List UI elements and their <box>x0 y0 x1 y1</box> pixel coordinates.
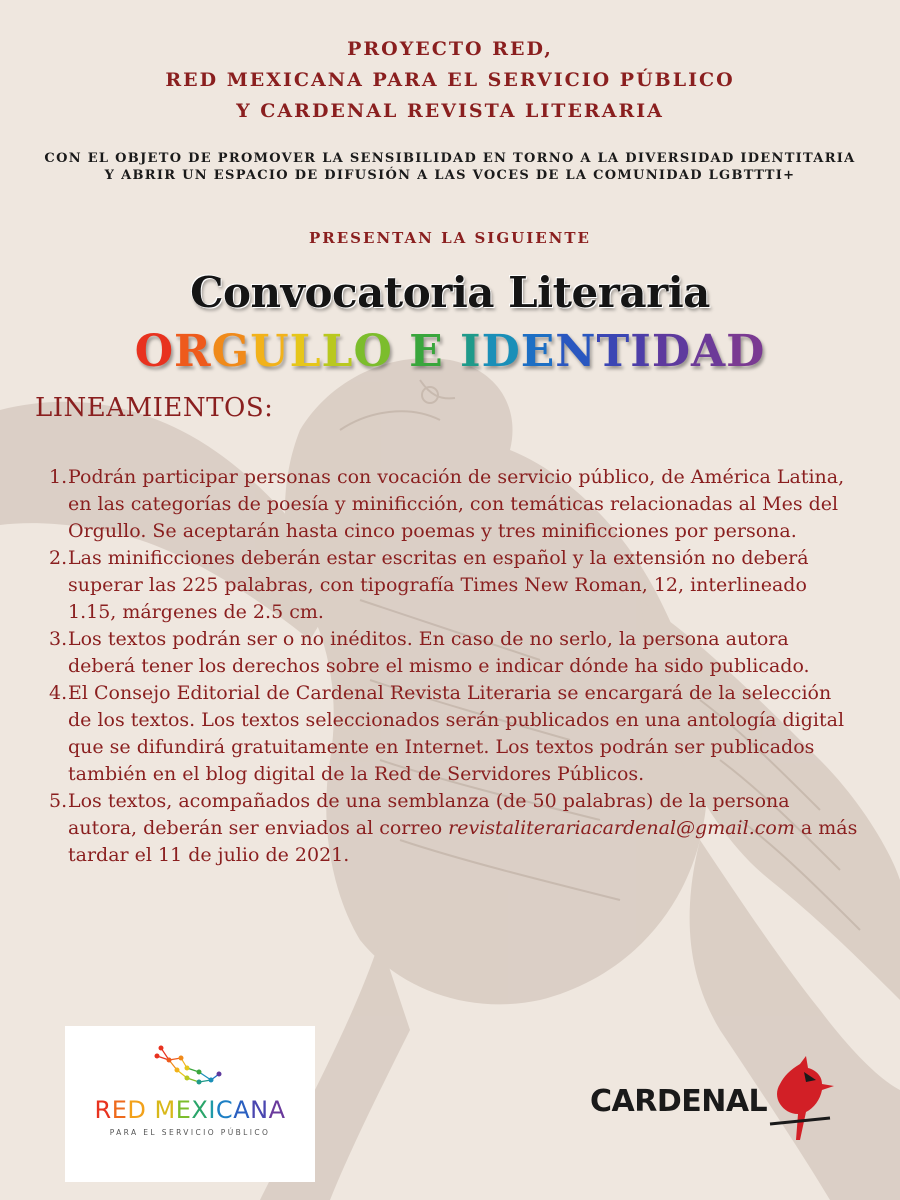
pride-subtitle-letter <box>444 326 460 377</box>
pride-subtitle-letter: L <box>289 326 322 377</box>
pride-subtitle-letter: O <box>353 326 393 377</box>
guideline-item <box>34 680 860 788</box>
red-mexicana-letter: E <box>175 1096 192 1124</box>
pride-subtitle-letter: N <box>555 326 597 377</box>
presentan-label: PRESENTAN LA SIGUIENTE <box>309 229 591 247</box>
guideline-number: 1. <box>49 466 68 488</box>
red-mexicana-letter: A <box>268 1096 286 1124</box>
red-mexicana-letter: A <box>233 1096 251 1124</box>
guidelines-list <box>34 464 860 869</box>
guideline-number: 4. <box>49 682 68 704</box>
guideline-text: Los textos podrán ser o no inéditos. En caso de no serlo, la persona autora deberá tener los derechos sobre el mismo e indicar dónde ha sido publicado. <box>68 628 810 677</box>
guideline-text: Los textos, acompañados de una semblanza (de 50 palabras) de la persona autora, deberán ser enviados al correo <box>68 790 790 839</box>
guidelines-title: LINEAMIENTOS: <box>35 393 274 423</box>
pride-subtitle-letter: I <box>630 326 652 377</box>
cardenal-logo-text: CARDENAL <box>590 1084 768 1119</box>
pride-subtitle-letter: U <box>250 326 290 377</box>
guideline-text: El Consejo Editorial de Cardenal Revista Literaria se encargará de la selección de los textos. Los textos seleccionados serán publicados en una antología digital que se difundirá gratuitamente en Internet. Los textos podrán ser publicados también en el blog digital de la Red de Servidores Públicos. <box>68 682 845 785</box>
guideline-number: 5. <box>49 790 68 812</box>
organizer-line: Y CARDENAL REVISTA LITERARIA <box>236 100 664 122</box>
pride-subtitle-letter: R <box>174 326 212 377</box>
guideline-number: 2. <box>49 547 68 569</box>
guideline-item <box>34 545 860 626</box>
pride-subtitle <box>0 326 900 377</box>
pride-subtitle-letter: T <box>596 326 631 377</box>
guideline-item <box>34 464 860 545</box>
red-mexicana-name <box>65 1096 315 1124</box>
guideline-text: Podrán participar personas con vocación de servicio público, de América Latina, en las categorías de poesía y minificción, con temáticas relacionadas al Mes del Orgullo. Se aceptarán hasta cinco poemas y tres minificciones por persona. <box>68 466 845 542</box>
guideline-item <box>34 626 860 680</box>
pride-subtitle-letter: D <box>726 326 766 377</box>
red-mexicana-letter: E <box>111 1096 128 1124</box>
guideline-text: Las minificciones deberán estar escritas en español y la extensión no deberá superar las 225 palabras, con tipografía Times New Roman, 12, interlineado 1.15, márgenes de 2.5 cm. <box>68 547 809 623</box>
submission-email[interactable]: revistaliterariacardenal@gmail.com <box>448 817 795 839</box>
red-mexicana-logo <box>65 1026 315 1182</box>
purpose-statement: CON EL OBJETO DE PROMOVER LA SENSIBILIDAD EN TORNO A LA DIVERSIDAD IDENTITARIA Y ABRIR UN ESPACIO DE DIFUSIÓN A LAS VOCES DE LA COMUNIDAD LGBTTTI+ <box>44 151 856 183</box>
pride-subtitle-letter: O <box>134 326 175 377</box>
guideline-text: a más tardar el 11 de julio de 2021. <box>68 817 858 866</box>
convocatoria-title: Convocatoria Literaria <box>190 268 710 317</box>
pride-subtitle-letter: G <box>211 326 251 377</box>
pride-subtitle-letter: A <box>690 326 727 377</box>
guideline-item <box>34 788 860 869</box>
red-mexicana-tagline: PARA EL SERVICIO PÚBLICO <box>109 1128 271 1137</box>
pride-subtitle-letter: I <box>459 326 482 377</box>
red-mexicana-letter: C <box>215 1096 234 1124</box>
red-mexicana-letter: N <box>250 1096 269 1124</box>
pride-subtitle-letter: D <box>481 326 521 377</box>
pride-subtitle-letter: L <box>321 326 354 377</box>
pride-subtitle-letter: D <box>651 326 691 377</box>
red-mexicana-letter: M <box>154 1096 176 1124</box>
red-mexicana-letter <box>146 1096 154 1124</box>
pride-subtitle-letter <box>393 326 409 377</box>
red-mexicana-letter: I <box>208 1096 216 1124</box>
organizers-heading <box>0 34 900 127</box>
organizer-line: PROYECTO RED, <box>347 38 553 60</box>
cardinal-bird-icon <box>760 1054 840 1144</box>
organizer-line: RED MEXICANA PARA EL SERVICIO PÚBLICO <box>165 69 735 91</box>
red-mexicana-letter: D <box>127 1096 147 1124</box>
red-mexicana-letter: R <box>94 1096 112 1124</box>
mexico-map-network-icon <box>65 1026 315 1096</box>
pride-subtitle-letter: E <box>409 326 444 377</box>
red-mexicana-letter: X <box>191 1096 209 1124</box>
pride-subtitle-letter: E <box>520 326 556 377</box>
guideline-number: 3. <box>49 628 68 650</box>
